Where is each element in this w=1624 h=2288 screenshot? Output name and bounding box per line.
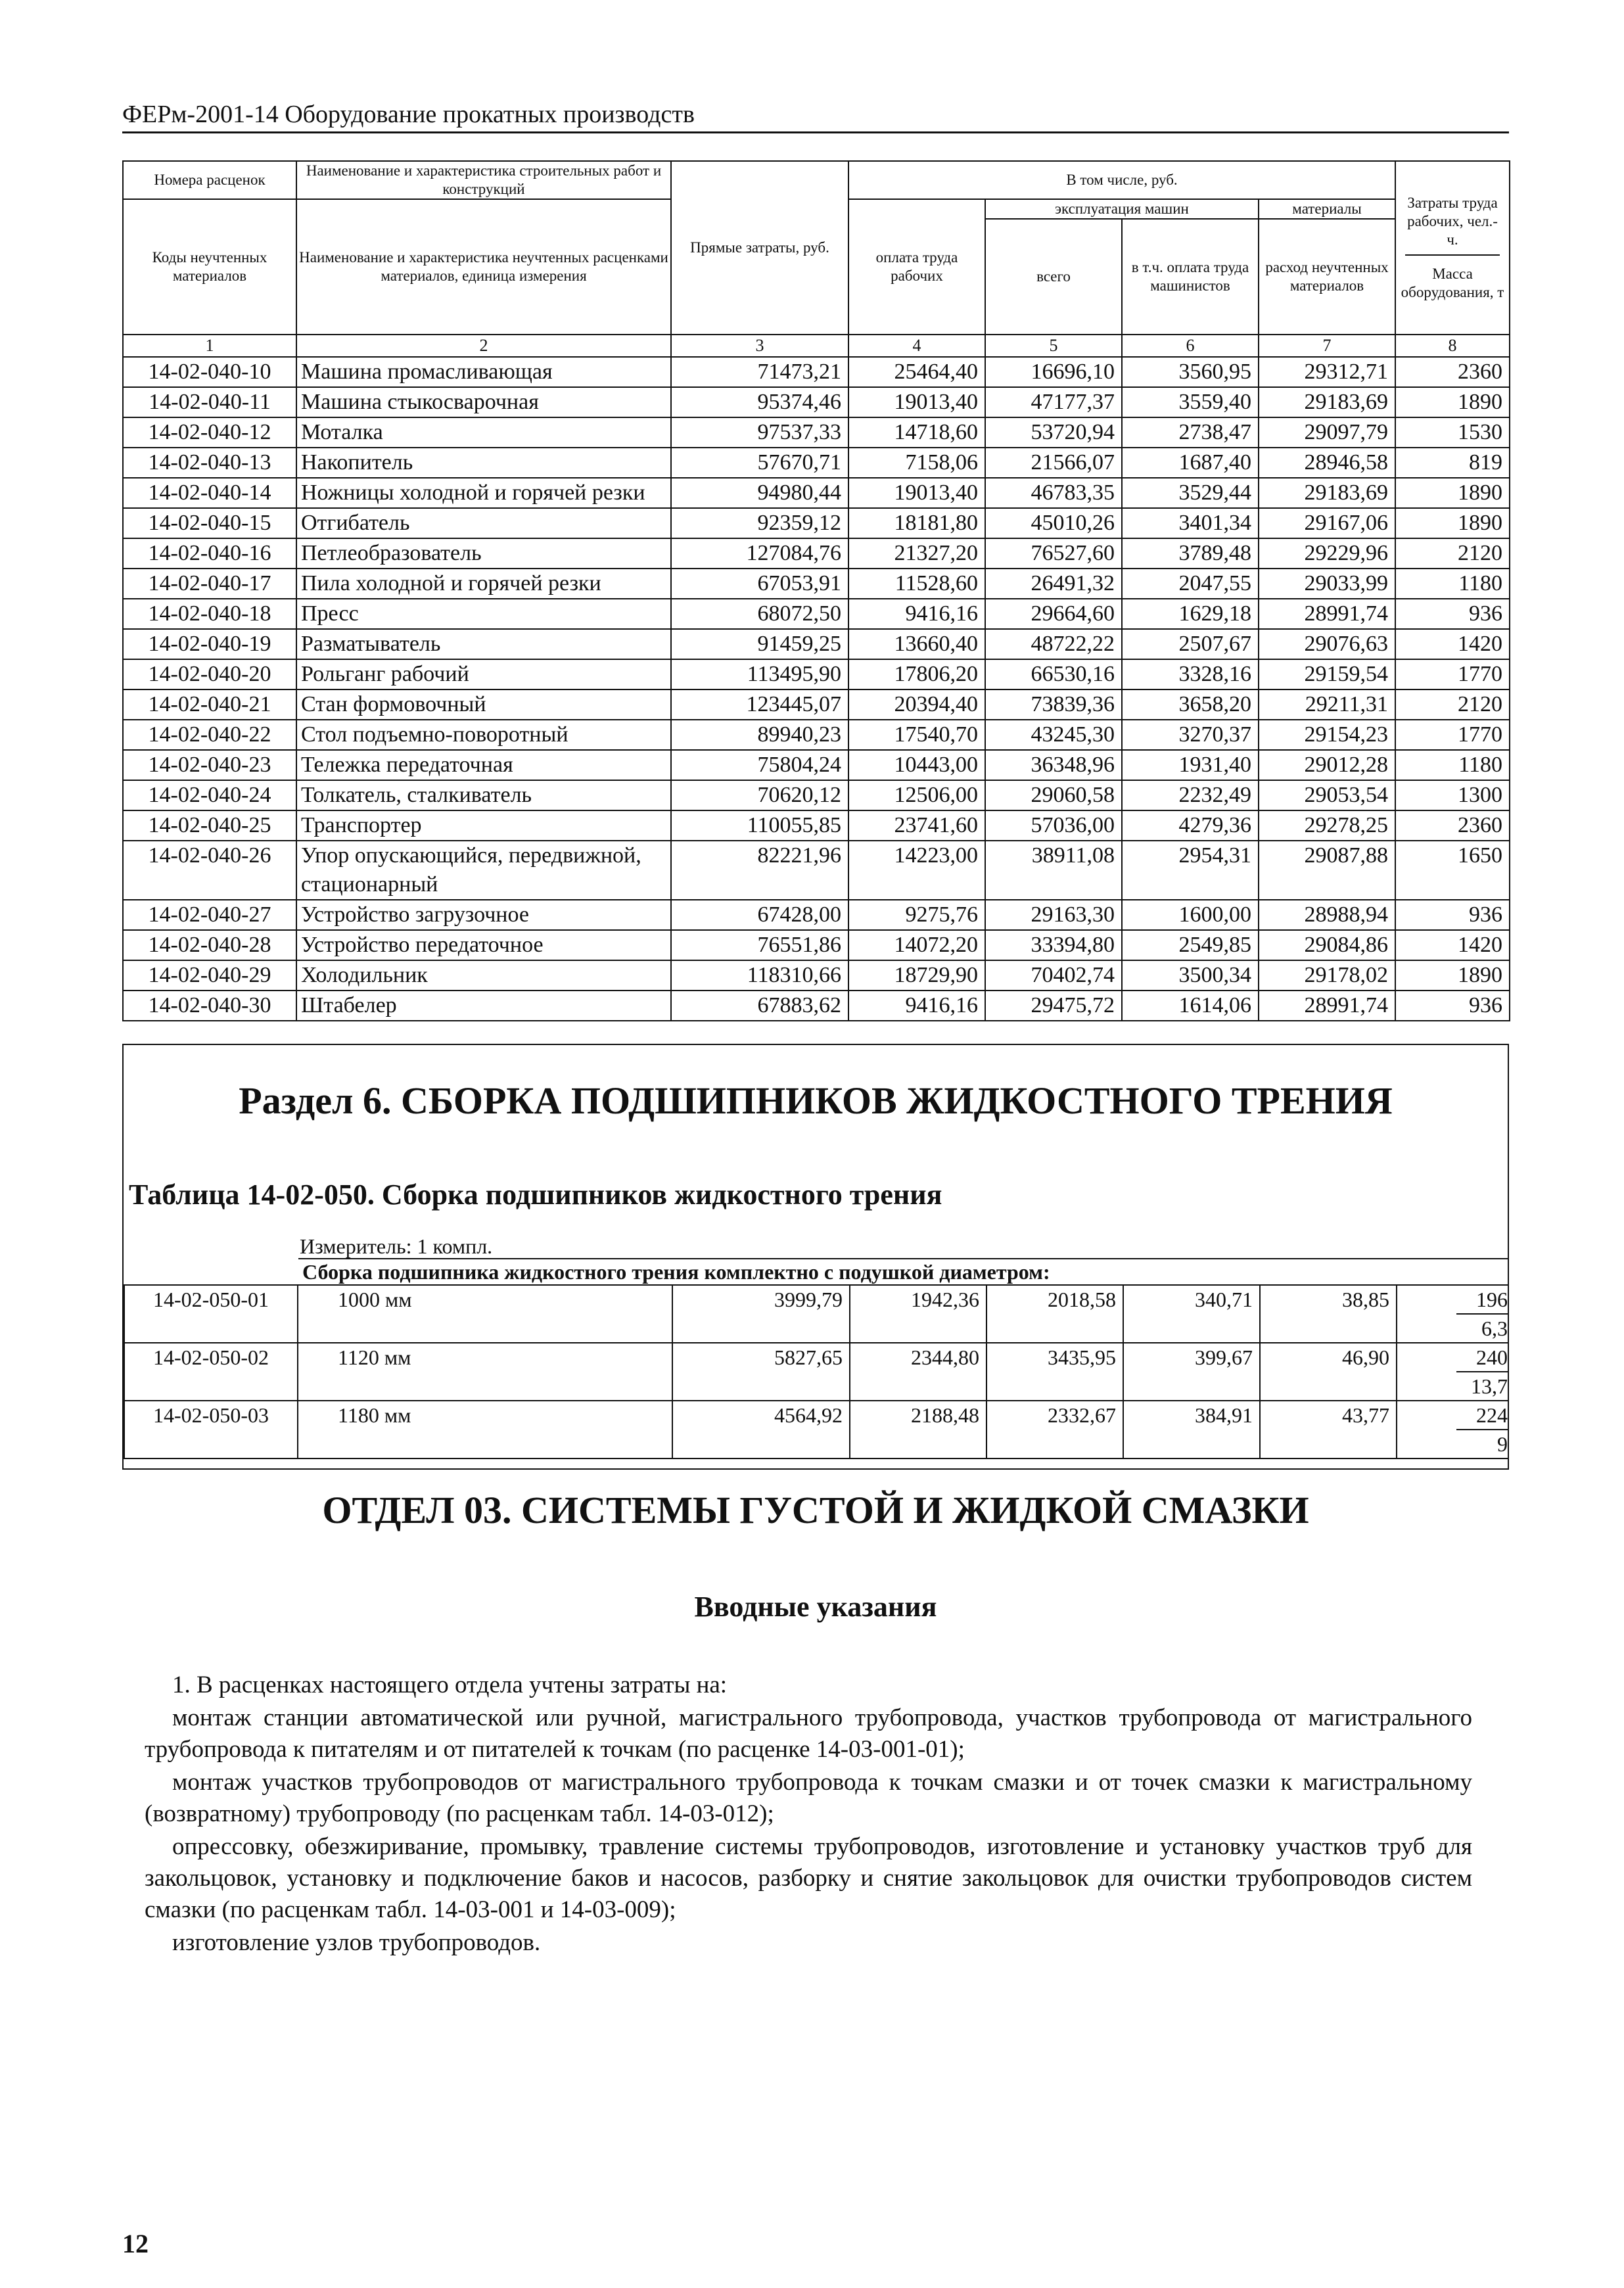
work-name: Пресс <box>296 599 671 629</box>
materials: 29053,54 <box>1259 780 1395 810</box>
drivers-pay: 3560,95 <box>1122 357 1259 387</box>
materials: 28988,94 <box>1259 900 1395 930</box>
machines-total: 33394,80 <box>985 930 1122 960</box>
intro-paragraph: 1. В расценках настоящего отдела учтены затраты на: <box>172 1671 728 1698</box>
machines-total: 29664,60 <box>985 599 1122 629</box>
direct-costs: 82221,96 <box>671 841 848 900</box>
table-row <box>124 1401 1508 1459</box>
labor-costs: 2120 <box>1395 689 1510 720</box>
drivers-pay: 2232,49 <box>1122 780 1259 810</box>
labor-pay: 25464,40 <box>848 357 985 387</box>
rate-code: 14-02-040-15 <box>123 508 296 538</box>
intro-paragraph: изготовление узлов трубопроводов. <box>172 1929 541 1956</box>
header-machines-drivers: в т.ч. оплата труда машинистов <box>1122 219 1259 335</box>
col-number: 6 <box>1122 335 1259 357</box>
rate-code: 14-02-040-17 <box>123 569 296 599</box>
rate-code: 14-02-040-30 <box>123 991 296 1021</box>
rate-code: 14-02-040-14 <box>123 478 296 508</box>
table-row <box>123 629 1510 659</box>
direct-costs: 71473,21 <box>671 357 848 387</box>
machines-total: 43245,30 <box>985 720 1122 750</box>
rate-code: 14-02-040-22 <box>123 720 296 750</box>
drivers-pay: 3500,34 <box>1122 960 1259 991</box>
direct-costs: 95374,46 <box>671 387 848 417</box>
drivers-pay: 2738,47 <box>1122 417 1259 448</box>
labor-costs: 1420 <box>1395 629 1510 659</box>
labor-pay: 2344,80 <box>850 1343 986 1401</box>
labor-costs: 1530 <box>1395 417 1510 448</box>
machines-total: 66530,16 <box>985 659 1122 689</box>
work-name: Пила холодной и горячей резки <box>296 569 671 599</box>
table-row <box>123 478 1510 508</box>
work-name: Моталка <box>296 417 671 448</box>
table-row <box>123 720 1510 750</box>
work-name: Стол подъемно-поворотный <box>296 720 671 750</box>
bearings-table <box>124 1284 1509 1459</box>
rate-code: 14-02-050-02 <box>124 1343 298 1401</box>
drivers-pay: 3559,40 <box>1122 387 1259 417</box>
labor-costs: 1890 <box>1395 478 1510 508</box>
header-codes-top: Номера расценок <box>123 161 296 199</box>
direct-costs: 67053,91 <box>671 569 848 599</box>
header-labor-pay: оплата труда рабочих <box>848 199 985 335</box>
machines-total: 2018,58 <box>986 1285 1123 1343</box>
labor-pay: 20394,40 <box>848 689 985 720</box>
labor-mass-cell <box>1397 1343 1508 1401</box>
machines-total: 38911,08 <box>985 841 1122 900</box>
labor-costs: 819 <box>1395 448 1510 478</box>
materials: 29278,25 <box>1259 810 1395 841</box>
machines-total: 21566,07 <box>985 448 1122 478</box>
header-machines: эксплуатация машин <box>985 199 1259 219</box>
direct-costs: 3999,79 <box>672 1285 850 1343</box>
labor-mass-cell <box>1397 1285 1508 1343</box>
header-labor-costs-label: Затраты труда рабочих, чел.-ч. <box>1405 194 1500 256</box>
labor-costs: 1180 <box>1395 569 1510 599</box>
labor-pay: 9275,76 <box>848 900 985 930</box>
labor-pay: 9416,16 <box>848 991 985 1021</box>
header-codes-bottom: Коды неучтенных материалов <box>123 199 296 335</box>
materials: 29183,69 <box>1259 387 1395 417</box>
work-name: Штабелер <box>296 991 671 1021</box>
work-name: Рольганг рабочий <box>296 659 671 689</box>
labor-pay: 14223,00 <box>848 841 985 900</box>
machines-total: 47177,37 <box>985 387 1122 417</box>
machines-total: 36348,96 <box>985 750 1122 780</box>
drivers-pay: 340,71 <box>1123 1285 1260 1343</box>
labor-pay: 17540,70 <box>848 720 985 750</box>
work-name: 1120 мм <box>298 1343 672 1401</box>
rate-code: 14-02-040-23 <box>123 750 296 780</box>
work-name: Устройство передаточное <box>296 930 671 960</box>
direct-costs: 68072,50 <box>671 599 848 629</box>
labor-costs: 2360 <box>1395 357 1510 387</box>
table-subtitle: Сборка подшипника жидкостного трения комплектно с подушкой диаметром: <box>298 1258 1509 1286</box>
intro-paragraph: монтаж станции автоматической или ручной, магистрального трубопровода, участков трубопровода от магистрального трубопровода к питателям и от питателей к точкам (по расценке 14-03-001-01); <box>145 1704 1472 1763</box>
labor-mass-cell <box>1397 1401 1508 1459</box>
rate-code: 14-02-040-20 <box>123 659 296 689</box>
machines-total: 26491,32 <box>985 569 1122 599</box>
work-name: Холодильник <box>296 960 671 991</box>
col-number: 5 <box>985 335 1122 357</box>
section-6 <box>122 1044 1509 1470</box>
work-name: Машина стыкосварочная <box>296 387 671 417</box>
labor-costs: 2360 <box>1395 810 1510 841</box>
direct-costs: 70620,12 <box>671 780 848 810</box>
labor-pay: 19013,40 <box>848 478 985 508</box>
direct-costs: 113495,90 <box>671 659 848 689</box>
table-row <box>123 900 1510 930</box>
materials: 46,90 <box>1260 1343 1397 1401</box>
table-row <box>123 930 1510 960</box>
materials: 29229,96 <box>1259 538 1395 569</box>
direct-costs: 92359,12 <box>671 508 848 538</box>
direct-costs: 110055,85 <box>671 810 848 841</box>
direct-costs: 67428,00 <box>671 900 848 930</box>
drivers-pay: 3270,37 <box>1122 720 1259 750</box>
labor-pay: 14072,20 <box>848 930 985 960</box>
machines-total: 48722,22 <box>985 629 1122 659</box>
column-numbers-row <box>123 335 1510 357</box>
labor-costs: 1770 <box>1395 659 1510 689</box>
labor-pay: 9416,16 <box>848 599 985 629</box>
labor-costs: 1300 <box>1395 780 1510 810</box>
table-row <box>123 991 1510 1021</box>
rate-code: 14-02-050-03 <box>124 1401 298 1459</box>
materials: 43,77 <box>1260 1401 1397 1459</box>
table-row <box>123 387 1510 417</box>
table-row <box>124 1343 1508 1401</box>
drivers-pay: 3658,20 <box>1122 689 1259 720</box>
table-row <box>123 750 1510 780</box>
materials: 29178,02 <box>1259 960 1395 991</box>
direct-costs: 4564,92 <box>672 1401 850 1459</box>
machines-total: 29475,72 <box>985 991 1122 1021</box>
labor-pay: 18181,80 <box>848 508 985 538</box>
machines-total: 2332,67 <box>986 1401 1123 1459</box>
drivers-pay: 4279,36 <box>1122 810 1259 841</box>
direct-costs: 76551,86 <box>671 930 848 960</box>
table-row <box>124 1285 1508 1343</box>
materials: 29159,54 <box>1259 659 1395 689</box>
machines-total: 45010,26 <box>985 508 1122 538</box>
labor-pay: 13660,40 <box>848 629 985 659</box>
section-title: Раздел 6. СБОРКА ПОДШИПНИКОВ ЖИДКОСТНОГО ТРЕНИЯ <box>239 1079 1393 1122</box>
materials: 28991,74 <box>1259 599 1395 629</box>
materials: 29084,86 <box>1259 930 1395 960</box>
rate-code: 14-02-040-13 <box>123 448 296 478</box>
labor-pay: 2188,48 <box>850 1401 986 1459</box>
rates-table <box>122 160 1510 1021</box>
labor-pay: 10443,00 <box>848 750 985 780</box>
labor-costs: 1420 <box>1395 930 1510 960</box>
drivers-pay: 3529,44 <box>1122 478 1259 508</box>
rate-code: 14-02-040-12 <box>123 417 296 448</box>
direct-costs: 5827,65 <box>672 1343 850 1401</box>
labor-pay: 17806,20 <box>848 659 985 689</box>
equipment-mass: 9 <box>1497 1432 1508 1456</box>
table-row <box>123 599 1510 629</box>
materials: 38,85 <box>1260 1285 1397 1343</box>
rate-code: 14-02-040-16 <box>123 538 296 569</box>
materials: 29167,06 <box>1259 508 1395 538</box>
header-labor-costs <box>1395 161 1510 335</box>
labor-costs: 224 <box>1456 1401 1508 1430</box>
drivers-pay: 1931,40 <box>1122 750 1259 780</box>
work-name: Отгибатель <box>296 508 671 538</box>
labor-pay: 23741,60 <box>848 810 985 841</box>
equipment-mass: 13,7 <box>1471 1374 1508 1398</box>
materials: 29033,99 <box>1259 569 1395 599</box>
direct-costs: 75804,24 <box>671 750 848 780</box>
labor-costs: 1650 <box>1395 841 1510 900</box>
labor-pay: 19013,40 <box>848 387 985 417</box>
machines-total: 53720,94 <box>985 417 1122 448</box>
equipment-mass: 6,3 <box>1481 1317 1508 1340</box>
direct-costs: 89940,23 <box>671 720 848 750</box>
work-name: Накопитель <box>296 448 671 478</box>
work-name: Упор опускающийся, передвижной, стационарный <box>296 841 671 900</box>
materials: 29154,23 <box>1259 720 1395 750</box>
labor-costs: 240 <box>1456 1343 1508 1372</box>
labor-costs: 936 <box>1395 991 1510 1021</box>
materials: 29097,79 <box>1259 417 1395 448</box>
direct-costs: 97537,33 <box>671 417 848 448</box>
direct-costs: 123445,07 <box>671 689 848 720</box>
labor-pay: 18729,90 <box>848 960 985 991</box>
materials: 28991,74 <box>1259 991 1395 1021</box>
drivers-pay: 3401,34 <box>1122 508 1259 538</box>
measure-unit: Измеритель: 1 компл. <box>300 1234 493 1258</box>
table-row <box>123 780 1510 810</box>
rate-code: 14-02-040-10 <box>123 357 296 387</box>
direct-costs: 94980,44 <box>671 478 848 508</box>
materials: 29012,28 <box>1259 750 1395 780</box>
rate-code: 14-02-050-01 <box>124 1285 298 1343</box>
labor-costs: 936 <box>1395 900 1510 930</box>
intro-text <box>145 1669 1472 1960</box>
header-direct-costs: Прямые затраты, руб. <box>671 161 848 335</box>
labor-pay: 1942,36 <box>850 1285 986 1343</box>
direct-costs: 57670,71 <box>671 448 848 478</box>
col-number: 3 <box>671 335 848 357</box>
header-name-bottom: Наименование и характеристика неучтенных расценками материалов, единица измерения <box>296 199 671 335</box>
machines-total: 46783,35 <box>985 478 1122 508</box>
drivers-pay: 1600,00 <box>1122 900 1259 930</box>
table-row <box>123 538 1510 569</box>
direct-costs: 67883,62 <box>671 991 848 1021</box>
table-row <box>123 569 1510 599</box>
table-row <box>123 841 1510 900</box>
col-number: 4 <box>848 335 985 357</box>
labor-costs: 2120 <box>1395 538 1510 569</box>
labor-costs: 1890 <box>1395 960 1510 991</box>
rate-code: 14-02-040-27 <box>123 900 296 930</box>
labor-pay: 14718,60 <box>848 417 985 448</box>
drivers-pay: 2549,85 <box>1122 930 1259 960</box>
labor-costs: 1890 <box>1395 508 1510 538</box>
drivers-pay: 1629,18 <box>1122 599 1259 629</box>
labor-costs: 1890 <box>1395 387 1510 417</box>
labor-costs: 1770 <box>1395 720 1510 750</box>
bearings-body <box>124 1285 1508 1459</box>
rate-code: 14-02-040-11 <box>123 387 296 417</box>
table-row <box>123 508 1510 538</box>
work-name: Транспортер <box>296 810 671 841</box>
materials: 29312,71 <box>1259 357 1395 387</box>
work-name: Толкатель, сталкиватель <box>296 780 671 810</box>
drivers-pay: 3789,48 <box>1122 538 1259 569</box>
col-number: 8 <box>1395 335 1510 357</box>
table-title: Таблица 14-02-050. Сборка подшипников жидкостного трения <box>129 1179 942 1211</box>
drivers-pay: 2507,67 <box>1122 629 1259 659</box>
work-name: Стан формовочный <box>296 689 671 720</box>
labor-pay: 11528,60 <box>848 569 985 599</box>
machines-total: 73839,36 <box>985 689 1122 720</box>
labor-pay: 12506,00 <box>848 780 985 810</box>
page-number: 12 <box>122 2229 149 2258</box>
col-number: 2 <box>296 335 671 357</box>
labor-costs: 196 <box>1456 1286 1508 1315</box>
drivers-pay: 2047,55 <box>1122 569 1259 599</box>
intro-paragraph: монтаж участков трубопроводов от магистрального трубопровода к точкам смазки и от точек смазки к магистральному (возвратному) трубопроводу (по расценкам табл. 14-03-012); <box>145 1769 1472 1827</box>
rate-code: 14-02-040-24 <box>123 780 296 810</box>
machines-total: 3435,95 <box>986 1343 1123 1401</box>
rate-code: 14-02-040-28 <box>123 930 296 960</box>
work-name: 1180 мм <box>298 1401 672 1459</box>
work-name: 1000 мм <box>298 1285 672 1343</box>
header-machines-total: всего <box>985 219 1122 335</box>
header-unaccounted-materials: расход неучтенных материалов <box>1259 219 1395 335</box>
direct-costs: 127084,76 <box>671 538 848 569</box>
col-number: 1 <box>123 335 296 357</box>
table-row <box>123 448 1510 478</box>
table-row <box>123 659 1510 689</box>
labor-costs: 936 <box>1395 599 1510 629</box>
direct-costs: 91459,25 <box>671 629 848 659</box>
machines-total: 16696,10 <box>985 357 1122 387</box>
drivers-pay: 384,91 <box>1123 1401 1260 1459</box>
machines-total: 70402,74 <box>985 960 1122 991</box>
labor-costs: 1180 <box>1395 750 1510 780</box>
col-number: 7 <box>1259 335 1395 357</box>
intro-title: Вводные указания <box>694 1591 937 1623</box>
machines-total: 57036,00 <box>985 810 1122 841</box>
work-name: Машина промасливающая <box>296 357 671 387</box>
drivers-pay: 399,67 <box>1123 1343 1260 1401</box>
work-name: Тележка передаточная <box>296 750 671 780</box>
materials: 28946,58 <box>1259 448 1395 478</box>
drivers-pay: 1614,06 <box>1122 991 1259 1021</box>
work-name: Устройство загрузочное <box>296 900 671 930</box>
materials: 29087,88 <box>1259 841 1395 900</box>
rate-code: 14-02-040-19 <box>123 629 296 659</box>
drivers-pay: 2954,31 <box>1122 841 1259 900</box>
rates-body <box>123 357 1510 1021</box>
header-name-top: Наименование и характеристика строительных работ и конструкций <box>296 161 671 199</box>
labor-pay: 7158,06 <box>848 448 985 478</box>
table-row <box>123 810 1510 841</box>
materials: 29076,63 <box>1259 629 1395 659</box>
rate-code: 14-02-040-18 <box>123 599 296 629</box>
work-name: Ножницы холодной и горячей резки <box>296 478 671 508</box>
rate-code: 14-02-040-21 <box>123 689 296 720</box>
department-title: ОТДЕЛ 03. СИСТЕМЫ ГУСТОЙ И ЖИДКОЙ СМАЗКИ <box>322 1489 1309 1531</box>
header-mass-label: Масса оборудования, т <box>1401 266 1504 300</box>
header-materials: материалы <box>1259 199 1395 219</box>
direct-costs: 118310,66 <box>671 960 848 991</box>
table-row <box>123 357 1510 387</box>
materials: 29211,31 <box>1259 689 1395 720</box>
table-row <box>123 960 1510 991</box>
work-name: Разматыватель <box>296 629 671 659</box>
work-name: Петлеобразователь <box>296 538 671 569</box>
materials: 29183,69 <box>1259 478 1395 508</box>
table-row <box>123 689 1510 720</box>
drivers-pay: 1687,40 <box>1122 448 1259 478</box>
table-row <box>123 417 1510 448</box>
rate-code: 14-02-040-25 <box>123 810 296 841</box>
drivers-pay: 3328,16 <box>1122 659 1259 689</box>
machines-total: 29060,58 <box>985 780 1122 810</box>
intro-paragraph: опрессовку, обезжиривание, промывку, травление системы трубопроводов, изготовление и установку участков труб для закольцовок, установку и подключение баков и насосов, разборку и снятие закольцовок для очистки трубопроводов систем смазки (по расценкам табл. 14-03-001 и 14-03-009); <box>145 1833 1472 1923</box>
machines-total: 76527,60 <box>985 538 1122 569</box>
machines-total: 29163,30 <box>985 900 1122 930</box>
rate-code: 14-02-040-26 <box>123 841 296 900</box>
header-including: В том числе, руб. <box>848 161 1395 199</box>
page-header: ФЕРм-2001-14 Оборудование прокатных производств <box>122 99 1509 133</box>
rate-code: 14-02-040-29 <box>123 960 296 991</box>
labor-pay: 21327,20 <box>848 538 985 569</box>
